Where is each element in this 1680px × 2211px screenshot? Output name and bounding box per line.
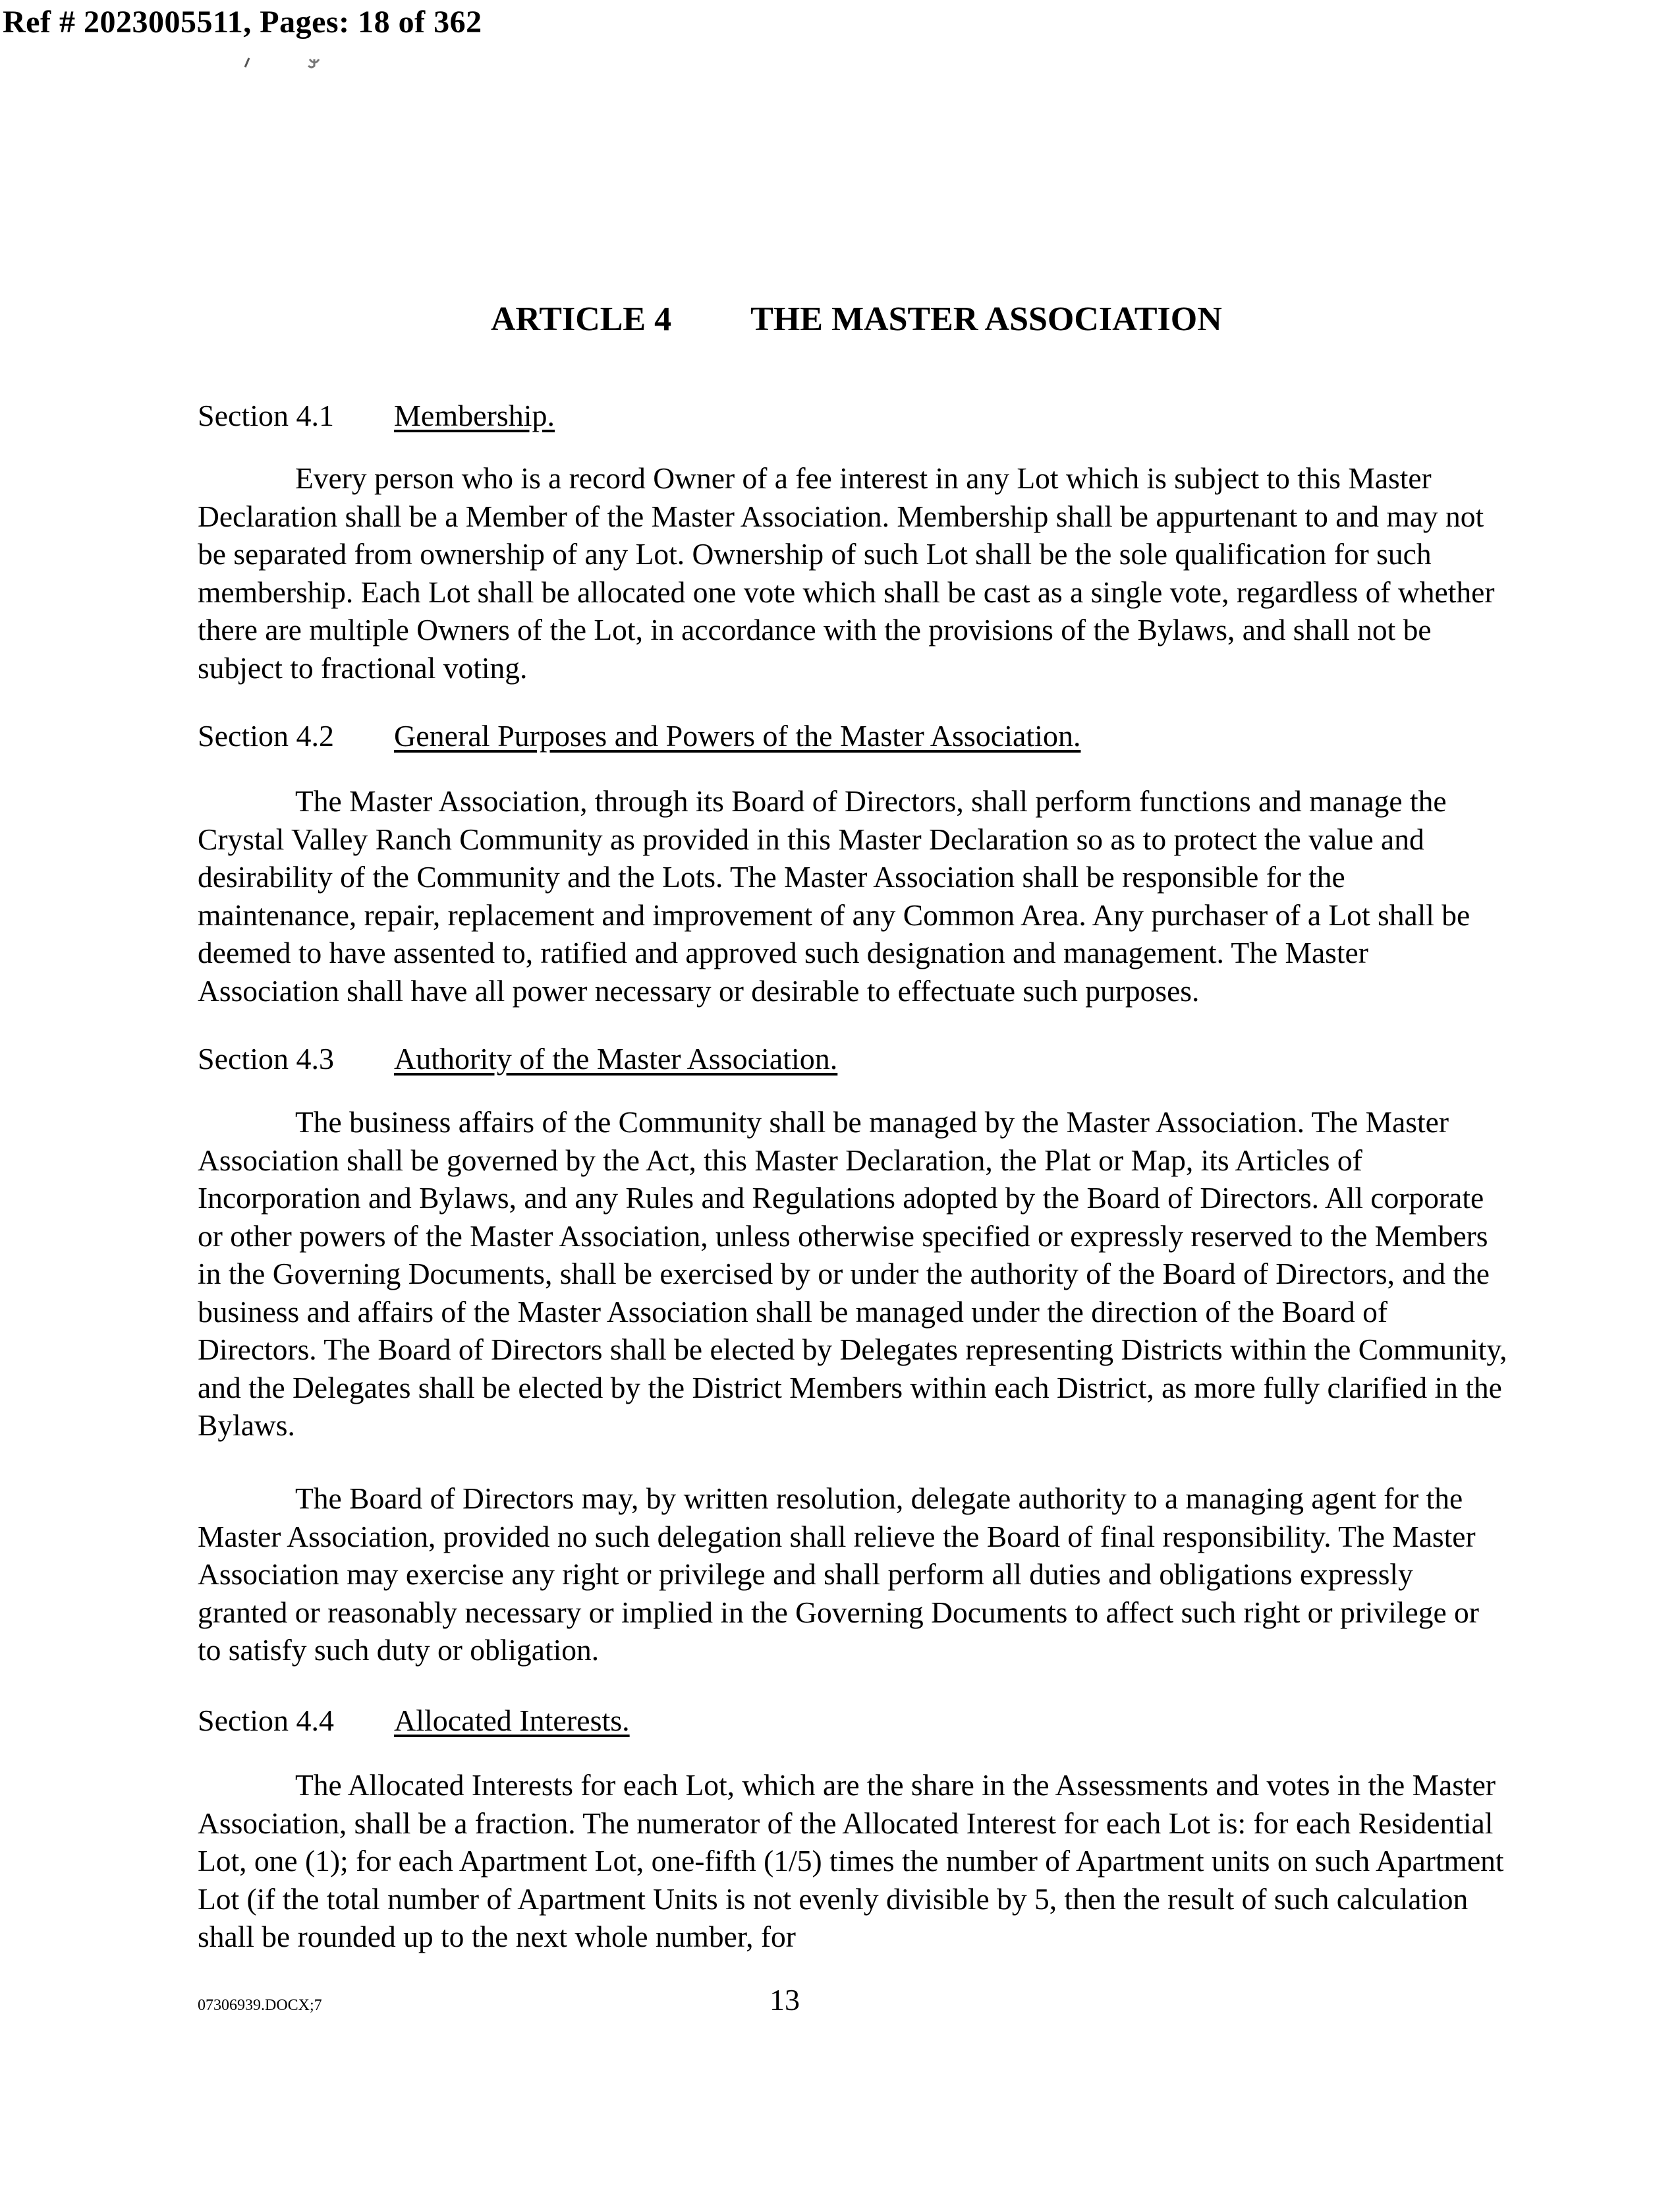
document-id: 07306939.DOCX;7 — [198, 1997, 322, 2014]
section-number: Section 4.3 — [198, 1042, 334, 1076]
section-4-4-paragraph: The Allocated Interests for each Lot, which are the share in the Assessments and votes in the Master Association, shall be a fraction. The numerator of the Allocated Interest for each Lot is: for each Residential Lot, one (1); for each Apartment Lot, one-fifth (1/5) times the number of Apartment units on such Apartment Lot (if the total number of Apartment Units is not evenly divisible by 5, then the result of such calculation shall be rounded up to the next whole number, for — [198, 1768, 1504, 1953]
section-4-3-paragraph-2: The Board of Directors may, by written resolution, delegate authority to a managing agent for the Master Association, provided no such delegation shall relieve the Board of final responsibility. The Master Association may exercise any right or privilege and shall perform all duties and obligations expressly granted or reasonably necessary or implied in the Governing Documents to affect such right or privilege or to satisfy such duty or obligation. — [198, 1481, 1479, 1667]
section-4-3-paragraph-1: The business affairs of the Community shall be managed by the Master Association. The Master Association shall be governed by the Act, this Master Declaration, the Plat or Map, its Articles of Incorporation and Bylaws, and any Rules and Regulations adopted by the Board of Directors. All corporate or other powers of the Master Association, unless otherwise specified or expressly reserved to the Members in the Governing Documents, shall be exercised by or under the authority of the Board of Directors, and the business and affairs of the Master Association shall be managed under the direction of the Board of Directors. The Board of Directors shall be elected by Delegates representing Districts within the Community, and the Delegates shall be elected by the District Members within each District, as more fully clarified in the Bylaws. — [198, 1105, 1507, 1442]
article-title: THE MASTER ASSOCIATION — [750, 301, 1222, 338]
section-4-1-paragraph: Every person who is a record Owner of a fee interest in any Lot which is subject to this Master Declaration shall be a Member of the Master Association. Membership shall be appurtenant to and may not be separated from ownership of any Lot. Ownership of such Lot shall be the sole qualification for such membership. Each Lot shall be allocated one vote which shall be cast as a single vote, regardless of whether there are multiple Owners of the Lot, in accordance with the provisions of the Bylaws, and shall not be subject to fractional voting. — [198, 461, 1495, 685]
section-title: General Purposes and Powers of the Master Association. — [394, 719, 1081, 753]
section-title: Allocated Interests. — [394, 1704, 630, 1737]
article-heading — [491, 300, 1222, 339]
section-number: Section 4.1 — [198, 399, 334, 432]
section-heading-4-4 — [198, 1703, 630, 1738]
section-title: Membership. — [394, 399, 555, 432]
section-number: Section 4.2 — [198, 719, 334, 753]
section-4-2-paragraph: The Master Association, through its Board of Directors, shall perform functions and manage the Crystal Valley Ranch Community as provided in this Master Declaration so as to protect the value and desirability of the Community and the Lots. The Master Association shall be responsible for the maintenance, repair, replacement and improvement of any Common Area. Any purchaser of a Lot shall be deemed to have assented to, ratified and approved such designation and management. The Master Association shall have all power necessary or desirable to effectuate such purposes. — [198, 784, 1470, 1008]
reference-header: Ref # 2023005511, Pages: 18 of 362 — [3, 5, 482, 40]
section-heading-4-3 — [198, 1041, 837, 1076]
section-heading-4-1 — [198, 398, 555, 433]
scan-artifact — [244, 55, 336, 69]
section-number: Section 4.4 — [198, 1704, 334, 1737]
section-heading-4-2 — [198, 718, 1080, 753]
section-title: Authority of the Master Association. — [394, 1042, 838, 1076]
page-number: 13 — [770, 1983, 800, 2017]
article-number: ARTICLE 4 — [491, 301, 672, 338]
